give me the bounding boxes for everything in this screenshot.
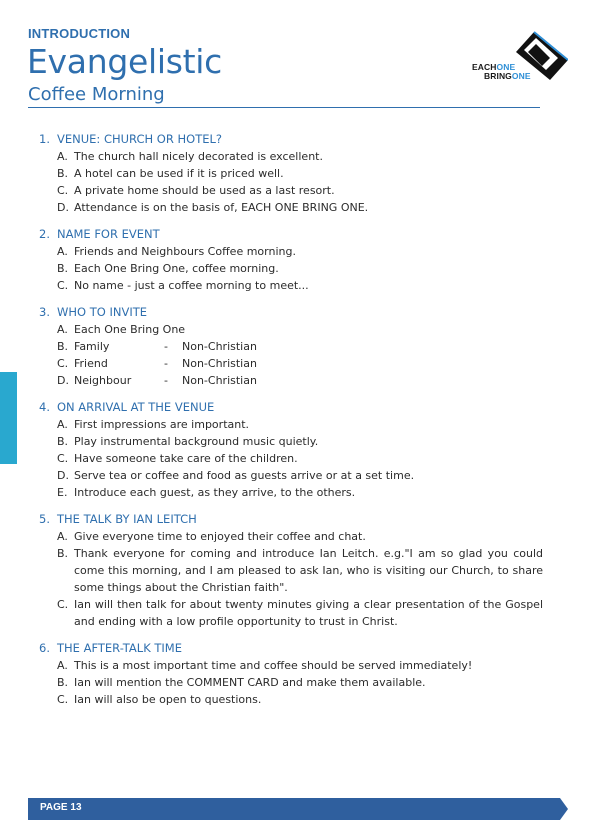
list-item: C. Ian will also be open to questions. <box>57 693 262 706</box>
list-item: A. Give everyone time to enjoyed their coffee and chat. <box>57 530 366 543</box>
list-item: C. No name - just a coffee morning to meet... <box>57 279 309 292</box>
each-one-bring-one-logo <box>472 30 568 84</box>
footer-bar <box>28 798 568 820</box>
list-item: C. Ian will then talk for about twenty minutes giving a clear presentation of the Gospel and ending with a low profile opportunity to trust in Christ. <box>57 598 543 628</box>
section-kicker: INTRODUCTION <box>28 26 131 41</box>
header-divider <box>28 107 540 108</box>
list-item: C. Friend - Non-Christian <box>57 357 257 370</box>
section-venue <box>39 131 559 216</box>
list-item: A. Friends and Neighbours Coffee morning. <box>57 245 296 258</box>
page-title: Evangelistic <box>27 42 222 81</box>
list-item: E. Introduce each guest, as they arrive, to the others. <box>57 486 356 499</box>
logo-line-2: BRINGONE <box>484 71 531 81</box>
section-the-talk <box>39 511 559 630</box>
list-item: B. Each One Bring One, coffee morning. <box>57 262 279 275</box>
list-item: A. The church hall nicely decorated is excellent. <box>57 150 323 163</box>
section-on-arrival <box>39 399 559 501</box>
list-item: A. Each One Bring One <box>57 323 186 336</box>
list-item: C. Have someone take care of the children. <box>57 452 298 465</box>
page-subtitle: Coffee Morning <box>28 84 165 105</box>
section-heading: 4. ON ARRIVAL AT THE VENUE <box>39 400 215 414</box>
section-heading: 1. VENUE: CHURCH OR HOTEL? <box>39 132 222 146</box>
section-name-for-event <box>39 226 559 294</box>
page-number: PAGE 13 <box>40 802 82 813</box>
section-heading: 2. NAME FOR EVENT <box>39 227 160 241</box>
list-item: B. Family - Non-Christian <box>57 340 257 353</box>
list-item: D. Serve tea or coffee and food as guests arrive or at a set time. <box>57 469 415 482</box>
section-heading: 6. THE AFTER-TALK TIME <box>39 641 182 655</box>
list-item: D. Attendance is on the basis of, EACH ONE BRING ONE. <box>57 201 369 214</box>
page-footer <box>28 798 568 820</box>
list-item: B. Thank everyone for coming and introduce Ian Leitch. e.g."I am so glad you could come this morning, and I am pleased to ask Ian, who is visiting our Church, to share some things about the Christian faith". <box>57 547 543 594</box>
section-who-to-invite <box>39 304 559 389</box>
list-item: A. First impressions are important. <box>57 418 250 431</box>
section-heading: 5. THE TALK BY IAN LEITCH <box>39 512 197 526</box>
side-tab <box>0 372 17 464</box>
list-item: B. A hotel can be used if it is priced well. <box>57 167 284 180</box>
list-item: B. Ian will mention the COMMENT CARD and make them available. <box>57 676 426 689</box>
section-after-talk <box>39 640 559 708</box>
list-item: C. A private home should be used as a last resort. <box>57 184 335 197</box>
list-item: B. Play instrumental background music quietly. <box>57 435 319 448</box>
logo-line-1: EACHONE <box>472 62 516 72</box>
list-item: D. Neighbour - Non-Christian <box>57 374 257 387</box>
outline-content <box>39 131 559 718</box>
section-heading: 3. WHO TO INVITE <box>39 305 148 319</box>
list-item: A. This is a most important time and coffee should be served immediately! <box>57 659 473 672</box>
